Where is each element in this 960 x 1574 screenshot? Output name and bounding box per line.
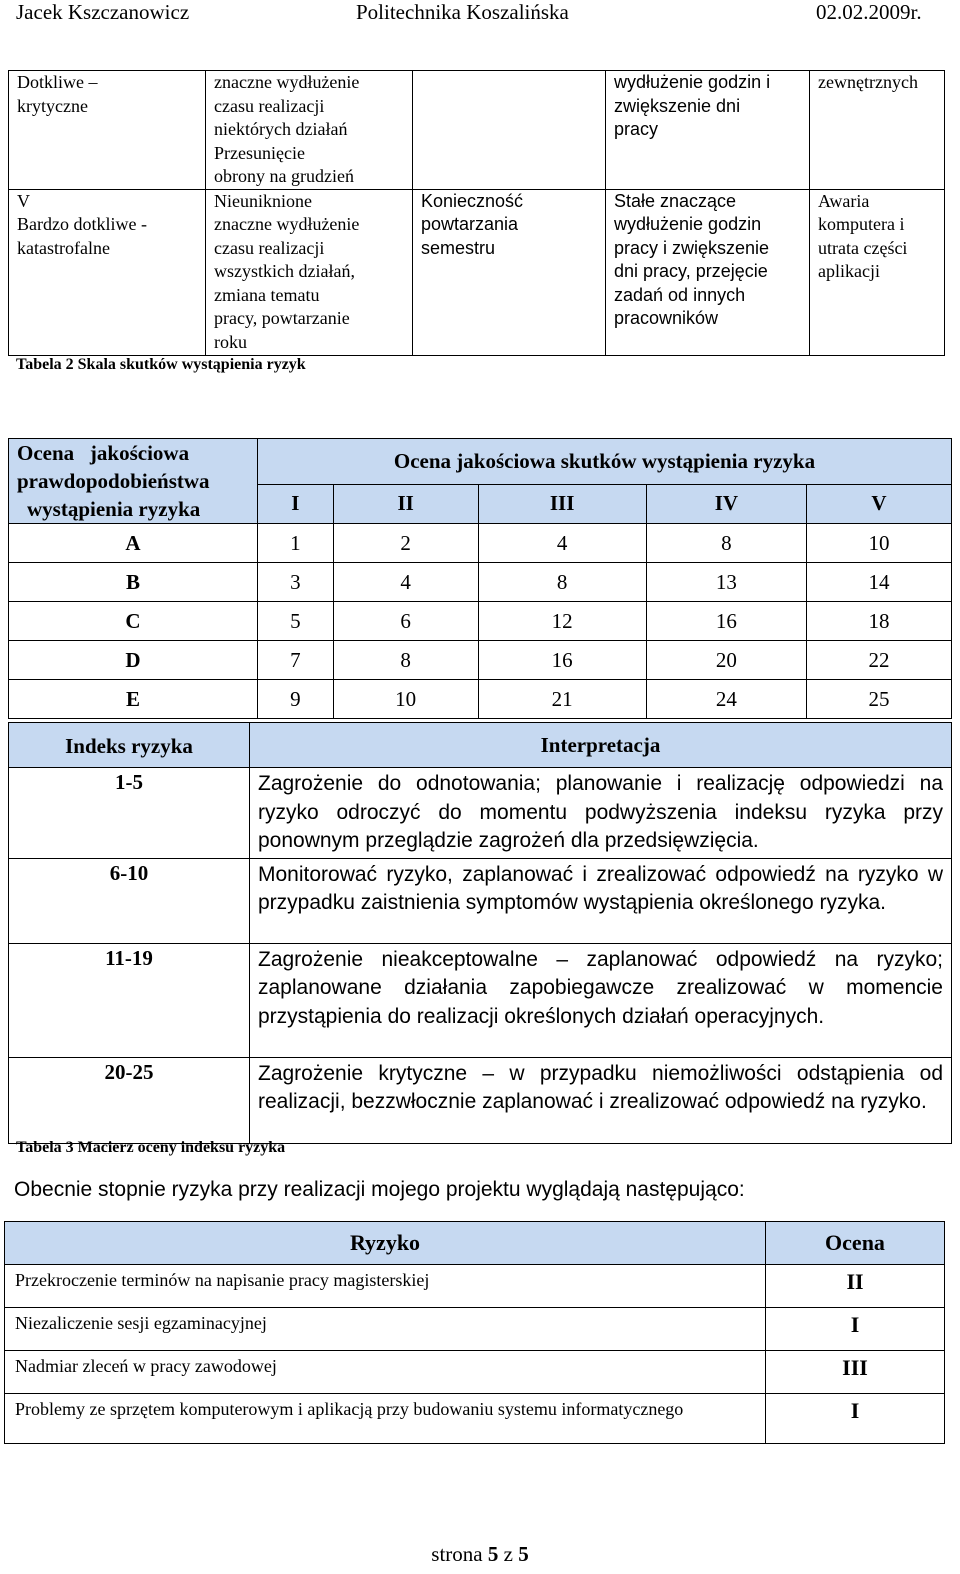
index-value: 11-19 (9, 943, 250, 1057)
table-cell: 2 (333, 524, 478, 563)
cell-line: pracowników (614, 308, 719, 328)
table-cell: 16 (646, 602, 806, 641)
table-cell: 5 (258, 602, 334, 641)
table-cell: 9 (258, 680, 334, 719)
table-cell: 21 (478, 680, 646, 719)
cell-line: Przesunięcie (214, 142, 305, 163)
table-cell (413, 189, 606, 355)
table-row (9, 524, 952, 563)
cell-line: utrata części (818, 237, 908, 258)
risk-name: Nadmiar zleceń w pracy zawodowej (5, 1351, 766, 1394)
risk-score: III (766, 1351, 945, 1394)
table-cell: 8 (478, 563, 646, 602)
index-value: 1-5 (9, 768, 250, 859)
table-cell: 4 (333, 563, 478, 602)
cell-line: pracy (614, 119, 659, 139)
table-cell (206, 71, 413, 190)
level-label: krytyczne (17, 95, 88, 116)
header-date: 02.02.2009r. (816, 0, 922, 24)
cell-line: zewnętrznych (818, 72, 918, 92)
table-cell: 13 (646, 563, 806, 602)
table-caption: Tabela 2 Skala skutków wystąpienia ryzyk (16, 356, 306, 373)
cell-line: pracy i zwiększenie (614, 237, 770, 258)
table-row (9, 858, 952, 943)
table-cell: 7 (258, 641, 334, 680)
cell-line: Stałe znaczące (614, 190, 737, 211)
header-school: Politechnika Koszalińska (356, 0, 569, 24)
footer-separator: z (503, 1542, 513, 1566)
risk-header: Ryzyko (5, 1222, 766, 1265)
table-row (9, 189, 945, 355)
current-risks-table (4, 1221, 945, 1444)
table-row (9, 71, 945, 190)
table-row (9, 641, 952, 680)
table-row (9, 439, 952, 485)
table-cell: 18 (807, 602, 952, 641)
table-cell: 12 (478, 602, 646, 641)
risk-effects-scale-table (8, 70, 945, 356)
interpretation-text: Zagrożenie do odnotowania; planowanie i realizację odpowiedzi na ryzyko odroczyć do momentu podwyższenia indeksu ryzyka przy ponownym przeglądzie zagrożeń dla przedsięwzięcia. (250, 768, 952, 859)
table-cell (810, 189, 945, 355)
column-header: IV (646, 484, 806, 523)
risk-matrix-table (8, 438, 952, 719)
table-cell: 1 (258, 524, 334, 563)
effects-header: Ocena jakościowa skutków wystąpienia ryzyka (258, 439, 952, 485)
table-row (9, 768, 952, 859)
cell-line: dni pracy, przejęcie (614, 261, 768, 281)
row-label: E (9, 680, 258, 719)
table-cell: 14 (807, 563, 952, 602)
interpretation-text: Monitorować ryzyko, zaplanować i zrealizować odpowiedź na ryzyko w przypadku zaistnienia symptomów wystąpienia określonego ryzyka. (250, 858, 952, 943)
index-value: 6-10 (9, 858, 250, 943)
risk-name: Przekroczenie terminów na napisanie pracy magisterskiej (5, 1265, 766, 1308)
table-cell: 8 (646, 524, 806, 563)
column-header: III (478, 484, 646, 523)
table-cell (413, 71, 606, 190)
table-row (5, 1222, 945, 1265)
cell-line: niektórych działań (214, 119, 348, 139)
table-row (9, 723, 952, 768)
table-cell: 16 (478, 641, 646, 680)
risk-score: I (766, 1308, 945, 1351)
index-header: Indeks ryzyka (9, 723, 250, 768)
footer-total-pages: 5 (518, 1542, 529, 1566)
row-label: A (9, 524, 258, 563)
cell-line: czasu realizacji (214, 237, 325, 258)
column-header: V (807, 484, 952, 523)
header-author: Jacek Kszczanowicz (16, 0, 190, 24)
cell-line: Konieczność (421, 190, 524, 211)
score-header: Ocena (766, 1222, 945, 1265)
table-cell: 4 (478, 524, 646, 563)
cell-line: Nieuniknione (214, 190, 312, 211)
cell-line: wydłużenie godzin (614, 214, 762, 234)
row-label: D (9, 641, 258, 680)
risk-index-table (8, 722, 952, 1144)
cell-line: pracy, powtarzanie (214, 308, 350, 328)
table-row (9, 602, 952, 641)
risk-name: Problemy ze sprzętem komputerowym i aplikacją przy budowaniu systemu informatycznego (5, 1394, 766, 1444)
risk-score: II (766, 1265, 945, 1308)
table-cell: 25 (807, 680, 952, 719)
footer-prefix: strona (431, 1542, 483, 1566)
table-row (5, 1394, 945, 1444)
cell-line: zmiana tematu (214, 284, 320, 305)
cell-line: semestru (421, 237, 496, 258)
footer-page-number: 5 (487, 1542, 499, 1566)
intro-paragraph: Obecnie stopnie ryzyka przy realizacji mojego projektu wyglądają następująco: (14, 1178, 745, 1201)
table-cell: 24 (646, 680, 806, 719)
column-header: I (258, 484, 334, 523)
level-label: Bardzo dotkliwe - (17, 214, 147, 234)
table-row (9, 563, 952, 602)
table-cell (9, 71, 206, 190)
table-cell (606, 189, 810, 355)
corner-header (9, 439, 258, 524)
table-cell: 10 (807, 524, 952, 563)
cell-line: zadań od innych (614, 284, 746, 305)
cell-line: roku (214, 331, 247, 352)
level-label: V (17, 190, 30, 211)
table-cell (810, 71, 945, 190)
cell-line: aplikacji (818, 261, 880, 281)
table-cell (606, 71, 810, 190)
table-cell (206, 189, 413, 355)
column-header: II (333, 484, 478, 523)
risk-name: Niezaliczenie sesji egzaminacyjnej (5, 1308, 766, 1351)
table-row (5, 1351, 945, 1394)
cell-line: obrony na grudzień (214, 166, 354, 186)
cell-line: zwiększenie dni (614, 95, 741, 116)
corner-line: Ocena jakościowa (17, 441, 190, 465)
table-caption: Tabela 3 Macierz oceny indeksu ryzyka (16, 1139, 286, 1156)
table-cell: 6 (333, 602, 478, 641)
corner-line: wystąpienia ryzyka (27, 497, 201, 521)
interpretation-header: Interpretacja (250, 723, 952, 768)
cell-line: znaczne wydłużenie (214, 214, 360, 234)
corner-line: prawdopodobieństwa (17, 469, 210, 493)
table-row (5, 1308, 945, 1351)
cell-line: znaczne wydłużenie (214, 72, 360, 92)
page-footer (0, 1542, 960, 1567)
interpretation-text: Zagrożenie krytyczne – w przypadku niemożliwości odstąpienia od realizacji, bezzwłocznie zaplanować i zrealizować odpowiedź na ryzyko. (250, 1057, 952, 1143)
cell-line: powtarzania (421, 214, 519, 234)
table-cell: 10 (333, 680, 478, 719)
table-cell: 20 (646, 641, 806, 680)
cell-line: wydłużenie godzin i (614, 72, 771, 92)
cell-line: czasu realizacji (214, 95, 325, 116)
page-header (0, 0, 960, 28)
row-label: C (9, 602, 258, 641)
table-row (5, 1265, 945, 1308)
table-cell: 22 (807, 641, 952, 680)
risk-score: I (766, 1394, 945, 1444)
table-row (9, 680, 952, 719)
table-row (9, 943, 952, 1057)
index-value: 20-25 (9, 1057, 250, 1143)
cell-line: Awaria komputera i (818, 190, 905, 234)
table-cell: 3 (258, 563, 334, 602)
row-label: B (9, 563, 258, 602)
interpretation-text: Zagrożenie nieakceptowalne – zaplanować odpowiedź na ryzyko; zaplanowane działania zapobiegawcze zrealizować w momencie przystąpienia do realizacji określonych działań operacyjnych. (250, 943, 952, 1057)
level-label: Dotkliwe – (17, 72, 98, 92)
table-cell (9, 189, 206, 355)
table-row (9, 1057, 952, 1143)
table-cell: 8 (333, 641, 478, 680)
level-label: katastrofalne (17, 237, 110, 258)
cell-line: wszystkich działań, (214, 261, 355, 281)
